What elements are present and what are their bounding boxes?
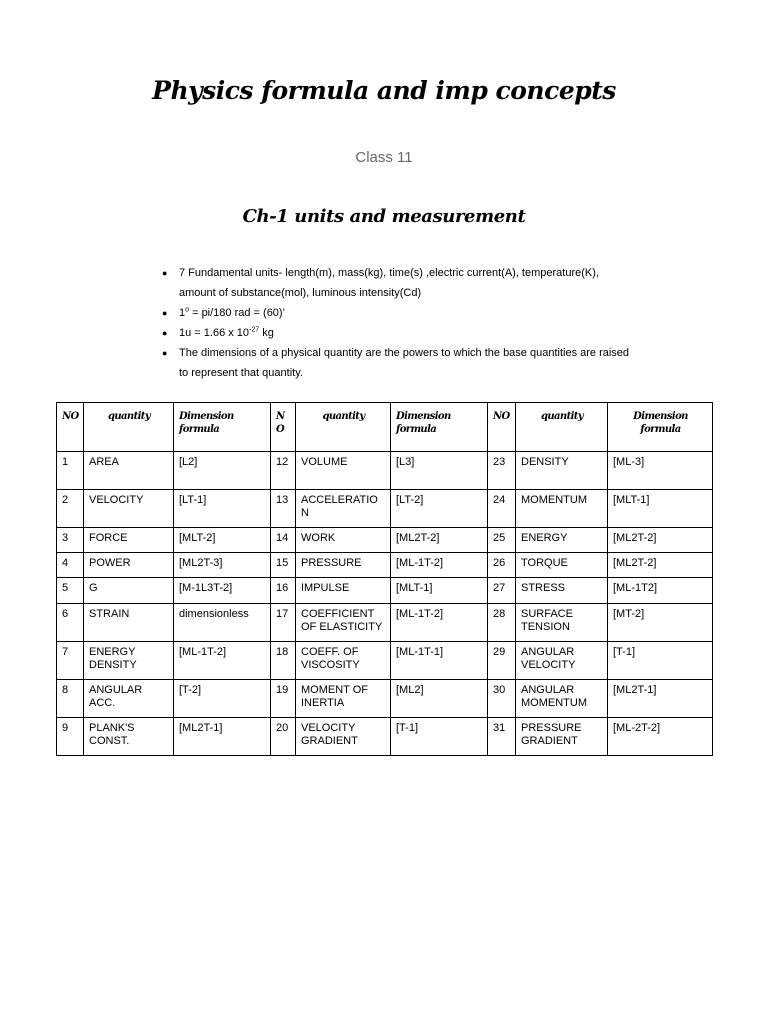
cell-no: 29	[488, 642, 516, 680]
cell-dimension: [ML2T-3]	[174, 553, 271, 578]
cell-quantity: COEFFICIENT OF ELASTICITY	[296, 604, 391, 642]
cell-quantity: MOMENT OF INERTIA	[296, 680, 391, 718]
cell-quantity: ENERGY DENSITY	[84, 642, 174, 680]
bullet-icon: ●	[162, 308, 168, 318]
cell-quantity: PLANK'S CONST.	[84, 718, 174, 756]
cell-dimension: [T-1]	[608, 642, 713, 680]
table-header-row	[57, 403, 713, 452]
cell-quantity: ANGULAR MOMENTUM	[516, 680, 608, 718]
cell-dimension: [L3]	[391, 452, 488, 490]
cell-no: 23	[488, 452, 516, 490]
header-dimension-formula: Dimension formula	[391, 403, 488, 452]
class-subtitle: Class 11	[355, 149, 413, 166]
cell-dimension: [ML2T-1]	[608, 680, 713, 718]
cell-quantity: TORQUE	[516, 553, 608, 578]
cell-quantity: STRAIN	[84, 604, 174, 642]
cell-dimension: [ML-1T-2]	[174, 642, 271, 680]
table-row	[57, 452, 713, 490]
cell-quantity: ACCELERATIO N	[296, 490, 391, 528]
cell-dimension: [ML2]	[391, 680, 488, 718]
bullet-dimensions-definition	[160, 343, 630, 383]
cell-no: 5	[57, 578, 84, 604]
cell-dimension: [T-2]	[174, 680, 271, 718]
cell-quantity: VELOCITY	[84, 490, 174, 528]
cell-quantity: SURFACE TENSION	[516, 604, 608, 642]
table-row	[57, 553, 713, 578]
cell-dimension: [T-1]	[391, 718, 488, 756]
cell-quantity: G	[84, 578, 174, 604]
cell-quantity: COEFF. OF VISCOSITY	[296, 642, 391, 680]
superscript: -27	[249, 326, 260, 334]
header-no: NO	[488, 403, 516, 452]
cell-dimension: [LT-2]	[391, 490, 488, 528]
cell-dimension: [MLT-1]	[391, 578, 488, 604]
cell-no: 12	[271, 452, 296, 490]
cell-dimension: [LT-1]	[174, 490, 271, 528]
cell-dimension: [ML-1T-1]	[391, 642, 488, 680]
cell-quantity: VOLUME	[296, 452, 391, 490]
bullet-degree-radian	[160, 303, 630, 323]
cell-dimension: [ML2T-2]	[608, 553, 713, 578]
cell-dimension: [ML-2T-2]	[608, 718, 713, 756]
cell-no: 19	[271, 680, 296, 718]
cell-no: 20	[271, 718, 296, 756]
cell-quantity: PRESSURE GRADIENT	[516, 718, 608, 756]
cell-quantity: AREA	[84, 452, 174, 490]
bullet-text: The dimensions of a physical quantity are the powers to which the base quantities are raised to represent that quantity.	[179, 347, 630, 379]
bullet-fundamental-units	[160, 263, 630, 303]
bullet-text: 1u = 1.66 x 10	[179, 327, 250, 339]
table-row	[57, 718, 713, 756]
table-row	[57, 578, 713, 604]
cell-quantity: ANGULAR ACC.	[84, 680, 174, 718]
cell-quantity: STRESS	[516, 578, 608, 604]
bullet-text: 7 Fundamental units- length(m), mass(kg), time(s) ,electric current(A), temperature(K), amount of substance(mol), luminous intensity(Cd)	[179, 267, 599, 299]
cell-dimension: [MT-2]	[608, 604, 713, 642]
bullet-text: = pi/180 rad = (60)’	[189, 307, 286, 319]
chapter-heading: Ch-1 units and measurement	[242, 206, 526, 227]
cell-dimension: [ML-3]	[608, 452, 713, 490]
bullet-text: 1	[179, 307, 186, 319]
cell-dimension: [ML2T-2]	[608, 528, 713, 553]
cell-quantity: IMPULSE	[296, 578, 391, 604]
header-quantity: quantity	[296, 403, 391, 452]
cell-no: 7	[57, 642, 84, 680]
bullet-icon: ●	[162, 328, 168, 338]
cell-no: 14	[271, 528, 296, 553]
bullet-atomic-mass-unit	[160, 323, 630, 343]
bullet-icon: ●	[162, 348, 168, 358]
cell-dimension: [ML-1T-2]	[391, 553, 488, 578]
cell-no: 2	[57, 490, 84, 528]
cell-no: 26	[488, 553, 516, 578]
table-row	[57, 642, 713, 680]
cell-quantity: ANGULAR VELOCITY	[516, 642, 608, 680]
table-row	[57, 528, 713, 553]
cell-dimension: [ML2T-1]	[174, 718, 271, 756]
cell-no: 1	[57, 452, 84, 490]
table-row	[57, 604, 713, 642]
cell-no: 30	[488, 680, 516, 718]
cell-quantity: ENERGY	[516, 528, 608, 553]
cell-no: 9	[57, 718, 84, 756]
cell-no: 6	[57, 604, 84, 642]
cell-quantity: DENSITY	[516, 452, 608, 490]
cell-no: 28	[488, 604, 516, 642]
header-no: NO	[271, 403, 296, 452]
dimension-formula-table	[56, 402, 713, 756]
cell-no: 4	[57, 553, 84, 578]
cell-dimension: dimensionless	[174, 604, 271, 642]
cell-no: 8	[57, 680, 84, 718]
cell-no: 31	[488, 718, 516, 756]
header-no: NO	[57, 403, 84, 452]
cell-dimension: [ML-1T-2]	[391, 604, 488, 642]
cell-quantity: POWER	[84, 553, 174, 578]
cell-no: 25	[488, 528, 516, 553]
bullet-text: kg	[259, 327, 274, 339]
cell-dimension: [ML-1T2]	[608, 578, 713, 604]
cell-no: 17	[271, 604, 296, 642]
cell-no: 18	[271, 642, 296, 680]
cell-dimension: [L2]	[174, 452, 271, 490]
cell-dimension: [ML2T-2]	[391, 528, 488, 553]
table-row	[57, 490, 713, 528]
cell-dimension: [MLT-1]	[608, 490, 713, 528]
header-dimension-formula: Dimension formula	[608, 403, 713, 452]
cell-dimension: [M-1L3T-2]	[174, 578, 271, 604]
cell-quantity: VELOCITY GRADIENT	[296, 718, 391, 756]
header-dimension-formula: Dimension formula	[174, 403, 271, 452]
header-quantity: quantity	[84, 403, 174, 452]
table-row	[57, 680, 713, 718]
cell-no: 15	[271, 553, 296, 578]
header-quantity: quantity	[516, 403, 608, 452]
cell-no: 3	[57, 528, 84, 553]
cell-quantity: FORCE	[84, 528, 174, 553]
cell-quantity: WORK	[296, 528, 391, 553]
cell-no: 24	[488, 490, 516, 528]
superscript: o	[185, 306, 190, 314]
cell-no: 27	[488, 578, 516, 604]
cell-quantity: MOMENTUM	[516, 490, 608, 528]
page-title: Physics formula and imp concepts	[152, 76, 616, 105]
concept-bullet-list	[160, 263, 630, 383]
dimension-formula-table-wrapper	[56, 402, 712, 756]
cell-no: 16	[271, 578, 296, 604]
cell-quantity: PRESSURE	[296, 553, 391, 578]
cell-dimension: [MLT-2]	[174, 528, 271, 553]
cell-no: 13	[271, 490, 296, 528]
bullet-icon: ●	[162, 268, 168, 278]
